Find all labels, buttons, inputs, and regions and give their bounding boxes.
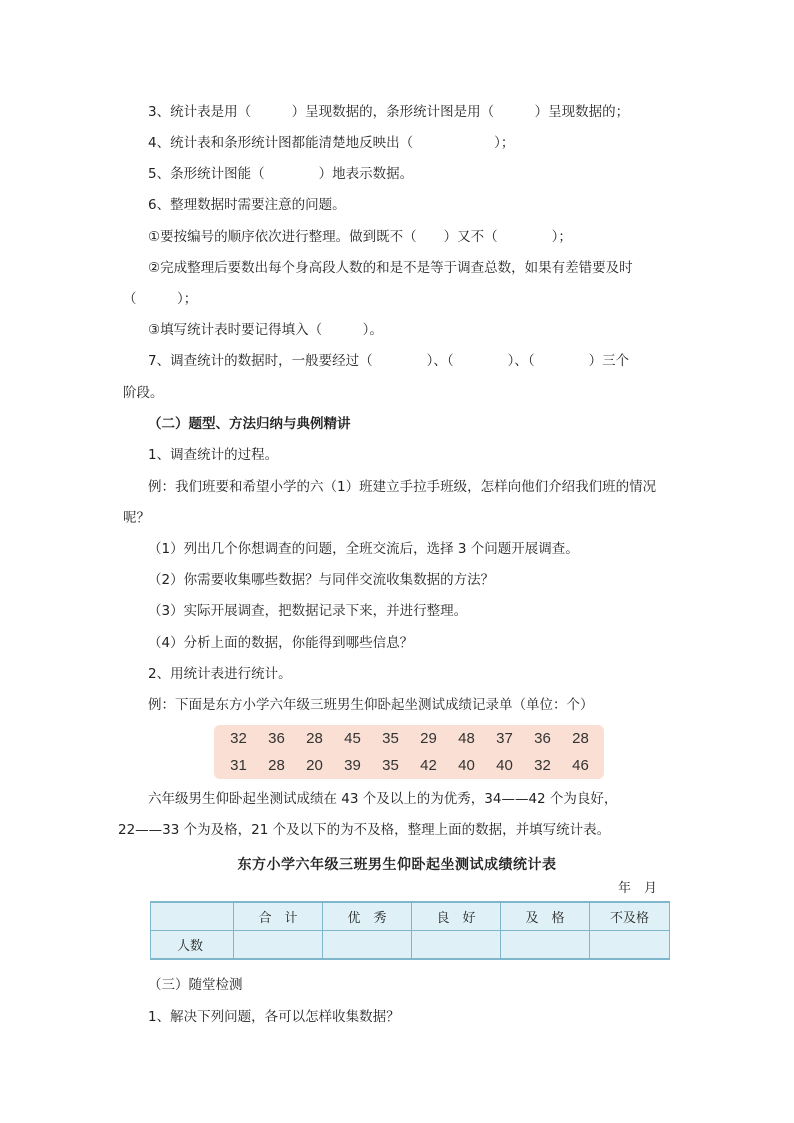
section-heading-2: （二）题型、方法归纳与典例精讲 [148,416,351,432]
table-input-cell[interactable] [590,931,670,960]
table-input-cell[interactable] [501,931,590,960]
text-line-6b-1: ②完成整理后要数出每个身高段人数的和是不是等于调查总数，如果有差错要及时 [148,260,633,276]
text-para-1: 1、调查统计的过程。 [148,447,279,463]
score-cell: 48 [458,730,475,747]
section-heading-3: （三）随堂检测 [148,977,243,993]
text-example-1b: 呢？ [123,510,150,526]
score-cell: 35 [382,730,399,747]
text-question-1: （1）列出几个你想调查的问题，全班交流后，选择 3 个问题开展调查。 [148,541,579,557]
score-cell: 29 [420,730,437,747]
score-cell: 39 [344,757,361,774]
score-cell: 36 [268,730,285,747]
score-record-box [214,725,604,779]
score-cell: 28 [268,757,285,774]
text-description-2: 22——33 个为及格，21 个及以下的为不及格，整理上面的数据，并填写统计表。 [118,822,611,838]
text-example-2: 例：下面是东方小学六年级三班男生仰卧起坐测试成绩记录单（单位：个） [148,697,594,713]
table-header-cell: 良 好 [412,902,501,931]
score-cell: 45 [344,730,361,747]
table-input-cell[interactable] [412,931,501,960]
score-cell: 37 [496,730,513,747]
score-cell: 20 [306,757,323,774]
text-para-2: 2、用统计表进行统计。 [148,666,292,682]
score-cell: 42 [420,757,437,774]
table-header-cell: 合 计 [234,902,323,931]
score-row-2 [214,752,604,779]
score-cell: 32 [534,757,551,774]
text-line-3: 3、统计表是用（ ）呈现数据的，条形统计图是用（ ）呈现数据的； [148,104,630,120]
table-header-cell: 优 秀 [323,902,412,931]
text-question-2: （2）你需要收集哪些数据？与同伴交流收集数据的方法？ [148,572,495,588]
text-line-7b: 阶段。 [123,385,164,401]
text-line-7a: 7、调查统计的数据时，一般要经过（ ）、（ ）、（ ）三个 [148,353,630,369]
table-header-cell: 及 格 [501,902,590,931]
score-cell: 28 [572,730,589,747]
text-line-6a: ①要按编号的顺序依次进行整理。做到既不（ ）又不（ ）； [148,229,572,245]
text-example-1a: 例：我们班要和希望小学的六（1）班建立手拉手班级，怎样向他们介绍我们班的情况 [148,479,657,495]
text-line-6b-2: （ ）； [123,291,198,307]
table-header-cell: 不及格 [590,902,670,931]
score-cell: 40 [496,757,513,774]
text-question-3: （3）实际开展调查，把数据记录下来，并进行整理。 [148,603,468,619]
text-line-4: 4、统计表和条形统计图都能清楚地反映出（ ）； [148,135,515,151]
score-statistics-table [150,901,670,960]
table-input-cell[interactable] [323,931,412,960]
table-year-month: 年 月 [618,881,658,896]
text-line-6: 6、整理数据时需要注意的问题。 [148,197,346,213]
score-cell: 46 [572,757,589,774]
score-cell: 35 [382,757,399,774]
text-para-3: 1、解决下列问题，各可以怎样收集数据？ [148,1009,400,1025]
score-cell: 40 [458,757,475,774]
table-header-cell [151,902,234,931]
score-cell: 31 [230,757,247,774]
score-cell: 32 [230,730,247,747]
table-title: 东方小学六年级三班男生仰卧起坐测试成绩统计表 [237,857,557,873]
text-line-6c: ③填写统计表时要记得填入（ ）。 [148,322,383,338]
table-row [151,931,670,960]
score-cell: 36 [534,730,551,747]
table-row-label: 人数 [151,931,234,960]
text-question-4: （4）分析上面的数据，你能得到哪些信息？ [148,635,414,651]
text-description-1: 六年级男生仰卧起坐测试成绩在 43 个及以上的为优秀，34——42 个为良好， [148,791,618,807]
table-input-cell[interactable] [234,931,323,960]
text-line-5: 5、条形统计图能（ ）地表示数据。 [148,166,414,182]
score-cell: 28 [306,730,323,747]
score-row-1 [214,725,604,752]
table-header-row [151,902,670,931]
